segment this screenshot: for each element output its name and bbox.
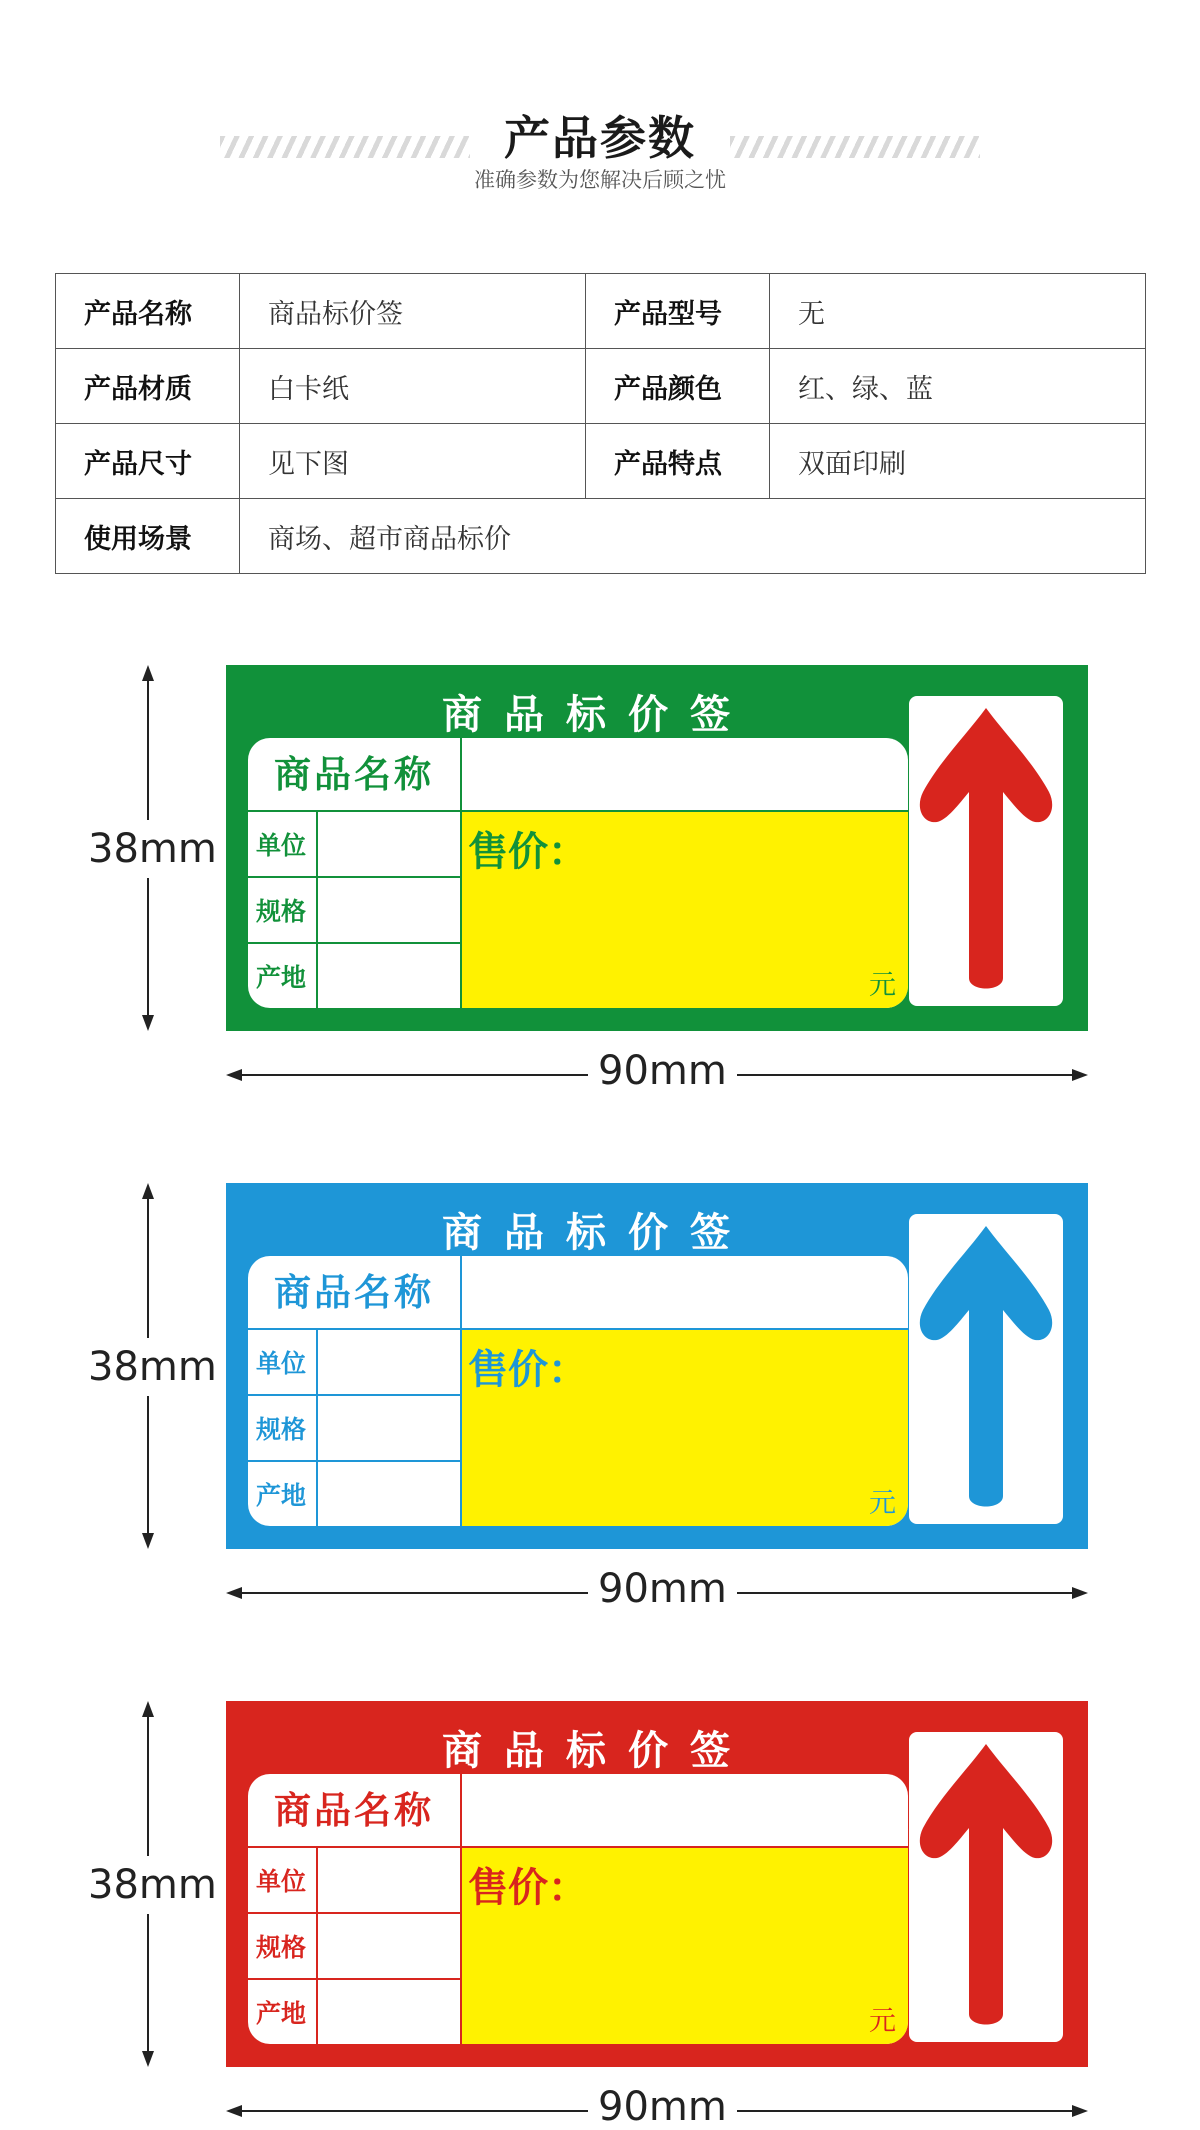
parameter-table <box>55 273 1146 574</box>
divider <box>460 1774 462 2044</box>
arrow-box <box>909 696 1063 1006</box>
card-panel <box>248 738 908 1008</box>
origin-label: 产地 <box>256 963 307 992</box>
product-name-label: 商品名称 <box>274 1789 434 1832</box>
table-row <box>56 424 1146 499</box>
price-area <box>462 1848 908 2044</box>
price-tag-card <box>226 665 1088 1031</box>
param-key: 使用场景 <box>56 499 240 574</box>
dim-arrow-right-icon <box>1072 1587 1088 1599</box>
table-row <box>56 349 1146 424</box>
arrow-box <box>909 1214 1063 1524</box>
product-name-label: 商品名称 <box>274 753 434 796</box>
spec-label: 规格 <box>256 897 307 926</box>
param-key: 产品特点 <box>586 424 770 499</box>
divider <box>316 811 318 1008</box>
divider <box>248 876 460 878</box>
divider <box>248 942 460 944</box>
origin-label: 产地 <box>256 1481 307 1510</box>
divider <box>316 1847 318 2044</box>
price-label: 售价： <box>468 1347 588 1393</box>
param-value: 白卡纸 <box>240 349 586 424</box>
unit-label: 单位 <box>256 831 307 860</box>
param-value: 商场、超市商品标价 <box>240 499 1146 574</box>
table-row <box>56 499 1146 574</box>
param-key: 产品颜色 <box>586 349 770 424</box>
price-label: 售价： <box>468 829 588 875</box>
unit-label: 单位 <box>256 1349 307 1378</box>
width-dimension-label: 90mm <box>588 1048 737 1094</box>
param-key: 产品型号 <box>586 274 770 349</box>
height-dimension-label: 38mm <box>88 1856 217 1914</box>
right-stripe-decoration <box>730 136 980 158</box>
unit-label: 单位 <box>256 1867 307 1896</box>
up-arrow-icon <box>909 1732 1063 2042</box>
divider <box>248 810 908 812</box>
arrow-box <box>909 1732 1063 2042</box>
card-panel <box>248 1256 908 1526</box>
param-key: 产品尺寸 <box>56 424 240 499</box>
price-tag-card <box>226 1183 1088 1549</box>
height-dimension-label: 38mm <box>88 820 217 878</box>
divider <box>248 1460 460 1462</box>
yuan-label: 元 <box>869 2006 896 2037</box>
spec-label: 规格 <box>256 1415 307 1444</box>
param-value: 红、绿、蓝 <box>770 349 1146 424</box>
param-value: 见下图 <box>240 424 586 499</box>
card-panel <box>248 1774 908 2044</box>
table-row <box>56 274 1146 349</box>
divider <box>248 1328 908 1330</box>
divider <box>248 1912 460 1914</box>
price-label: 售价： <box>468 1865 588 1911</box>
param-value: 双面印刷 <box>770 424 1146 499</box>
height-dimension-label: 38mm <box>88 1338 217 1396</box>
price-tag-card <box>226 1701 1088 2067</box>
card-title: 商品标价签 <box>442 1728 752 1774</box>
card-title: 商品标价签 <box>442 692 752 738</box>
price-area <box>462 812 908 1008</box>
param-key: 产品材质 <box>56 349 240 424</box>
product-name-label: 商品名称 <box>274 1271 434 1314</box>
yuan-label: 元 <box>869 970 896 1001</box>
divider <box>248 1846 908 1848</box>
card-title: 商品标价签 <box>442 1210 752 1256</box>
param-key: 产品名称 <box>56 274 240 349</box>
dim-arrow-right-icon <box>1072 2105 1088 2117</box>
dim-arrow-down-icon <box>142 2051 154 2067</box>
dim-arrow-down-icon <box>142 1533 154 1549</box>
divider <box>460 1256 462 1526</box>
origin-label: 产地 <box>256 1999 307 2028</box>
width-dimension-label: 90mm <box>588 2084 737 2130</box>
dim-arrow-right-icon <box>1072 1069 1088 1081</box>
left-stripe-decoration <box>220 136 470 158</box>
yuan-label: 元 <box>869 1488 896 1519</box>
spec-label: 规格 <box>256 1933 307 1962</box>
param-value: 商品标价签 <box>240 274 586 349</box>
width-dimension-label: 90mm <box>588 1566 737 1612</box>
divider <box>316 1329 318 1526</box>
up-arrow-icon <box>909 696 1063 1006</box>
price-area <box>462 1330 908 1526</box>
page-title: 产品参数 <box>504 111 696 165</box>
param-value: 无 <box>770 274 1146 349</box>
up-arrow-icon <box>909 1214 1063 1524</box>
divider <box>460 738 462 1008</box>
divider <box>248 1394 460 1396</box>
page-subtitle: 准确参数为您解决后顾之忧 <box>474 168 726 192</box>
divider <box>248 1978 460 1980</box>
dim-arrow-down-icon <box>142 1015 154 1031</box>
